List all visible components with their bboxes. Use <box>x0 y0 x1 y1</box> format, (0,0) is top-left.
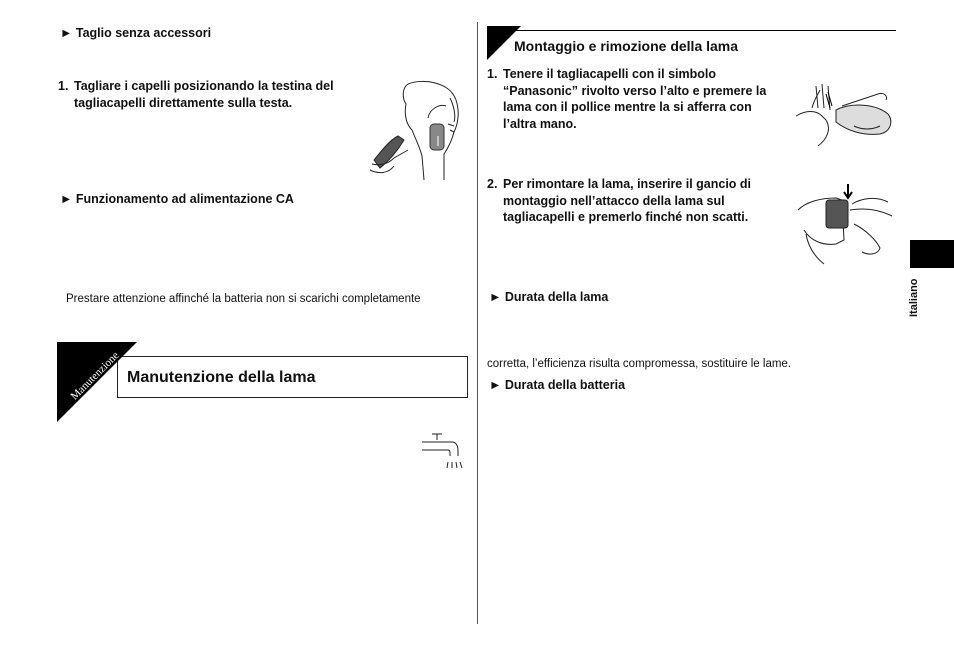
step-text-line: l’altra mano. <box>503 116 577 131</box>
step-number: 2. <box>487 177 498 191</box>
subsection-title: Montaggio e rimozione della lama <box>514 38 739 54</box>
arrow-icon: ► <box>60 192 73 206</box>
arrow-icon: ► <box>60 26 73 40</box>
section-tab-label: Manutenzione <box>68 349 122 403</box>
step-text-line: tagliacapelli direttamente sulla testa. <box>74 95 293 110</box>
blade-attach-illustration <box>796 180 896 266</box>
subsection-rule <box>487 30 896 31</box>
subheading-blade-life: ► Durata della lama <box>489 290 609 304</box>
blade-assembly-section-header <box>487 26 896 60</box>
right-step-1 <box>487 66 787 132</box>
step-text-line: “Panasonic” rivolto verso l’alto e premere la <box>503 83 767 98</box>
blade-note: corretta, l’efficienza risulta compromessa, sostituire le lame. <box>487 358 792 370</box>
step-text-line: Tagliare i capelli posizionando la testina del <box>74 79 334 93</box>
water-tap-icon <box>420 432 464 472</box>
step-number: 1. <box>58 79 69 93</box>
section-title: Manutenzione della lama <box>127 369 316 386</box>
language-label: Italiano <box>908 278 920 317</box>
right-step-2 <box>487 176 787 226</box>
language-tab <box>910 240 954 268</box>
step-text-line: montaggio nell’attacco della lama sul <box>503 193 725 208</box>
hair-cutting-illustration <box>368 78 466 182</box>
blade-removal-illustration <box>792 80 896 152</box>
subheading-ac-operation: ► Funzionamento ad alimentazione CA <box>60 192 294 206</box>
step-text-line: tagliacapelli e premerlo finché non scatti. <box>503 210 749 224</box>
step-number: 1. <box>487 67 498 81</box>
arrow-icon: ► <box>489 290 502 304</box>
maintenance-section-header <box>57 342 467 422</box>
left-step-1 <box>58 78 368 111</box>
step-text-line: Per rimontare la lama, inserire il gancio di <box>503 177 752 191</box>
step-text-line: Tenere il tagliacapelli con il simbolo <box>503 67 717 81</box>
subheading-battery-life: ► Durata della batteria <box>489 378 626 392</box>
subheading-cut-without-accessories: ► Taglio senza accessori <box>60 26 212 40</box>
battery-note: Prestare attenzione affinché la batteria non si scarichi completamente <box>66 293 421 305</box>
step-text-line: lama con il pollice mentre la si afferra con <box>503 100 752 114</box>
column-divider <box>477 22 478 624</box>
arrow-icon: ► <box>489 378 502 392</box>
